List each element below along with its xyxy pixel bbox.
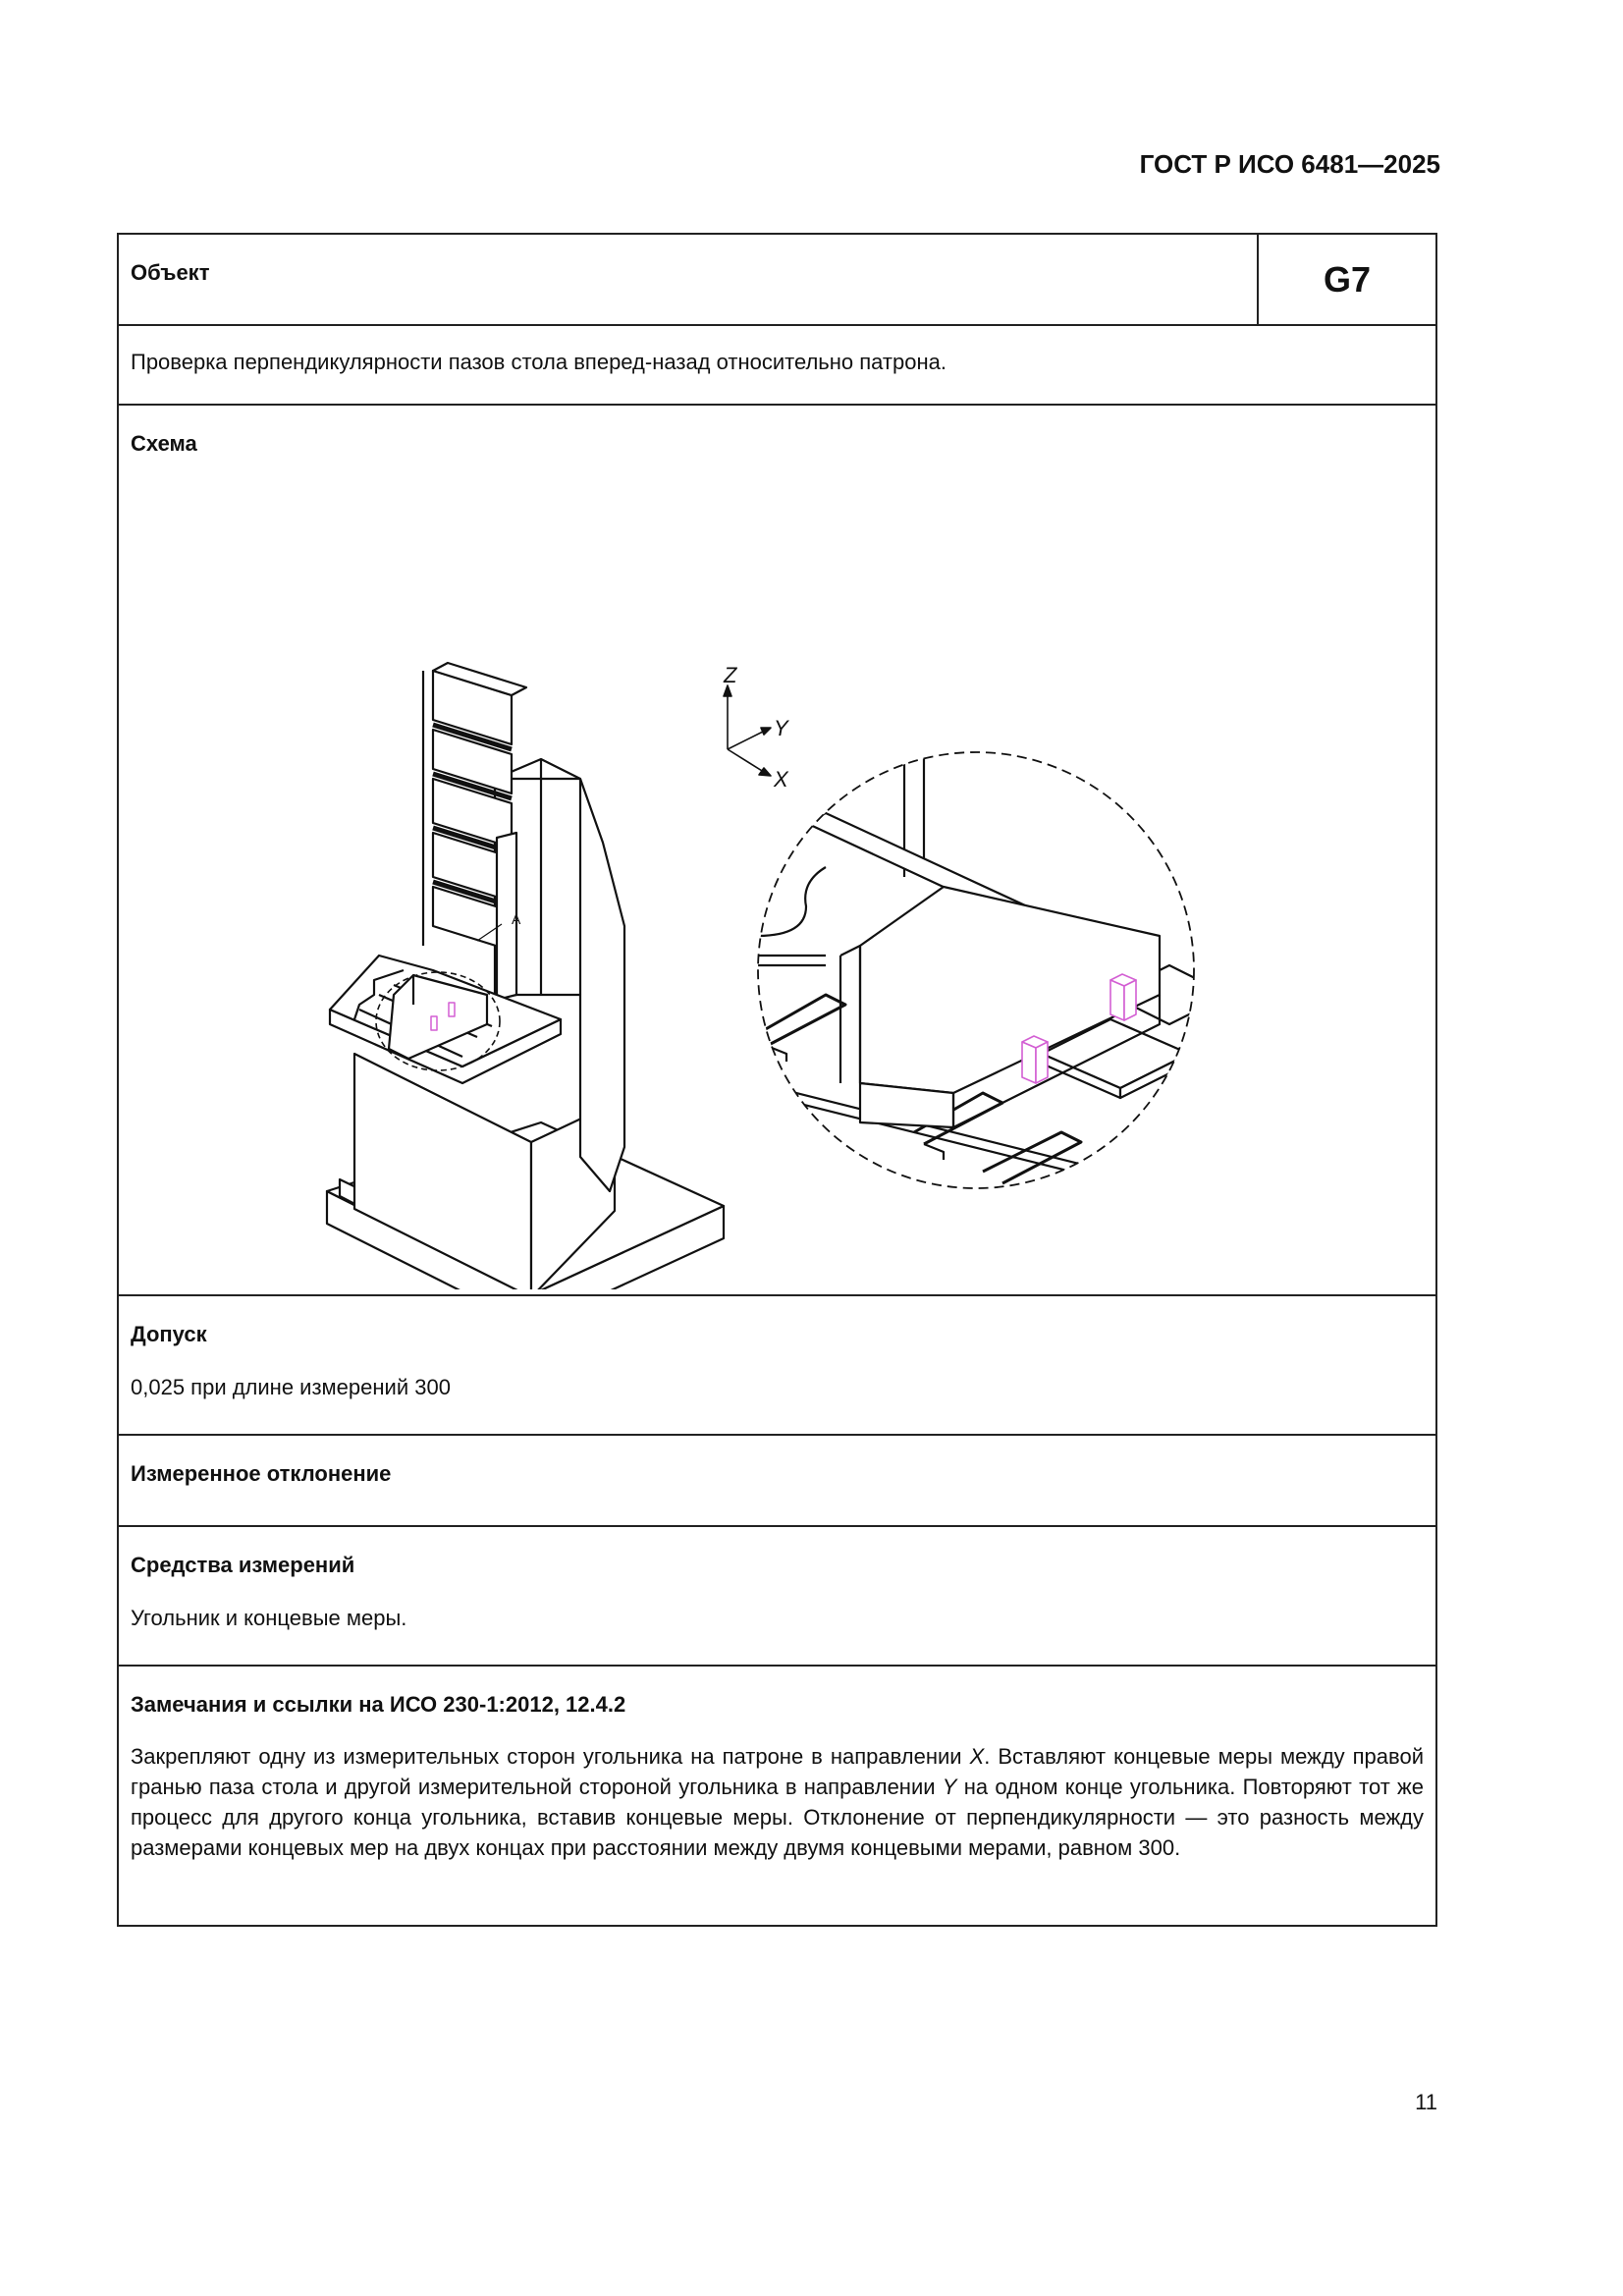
axis-x-label: X bbox=[774, 767, 788, 792]
axis-y-label: Y bbox=[774, 716, 788, 740]
notes-part-3: на одном конце угольника. Повторяют тот же процесс для другого конца угольника, вставив концевые меры. Отклонение от перпендикулярности — это разность между размерами концевых мер на двух концах при расстоянии между двумя концевыми мерами, равном 300. bbox=[131, 1775, 1424, 1860]
detail-mark: A bbox=[512, 911, 521, 927]
means-row bbox=[119, 1527, 1435, 1667]
notes-part-1: Закрепляют одну из измерительных сторон угольника на патроне в направлении bbox=[131, 1744, 970, 1769]
object-row bbox=[119, 235, 1435, 326]
notes-title: Замечания и ссылки на ИСО 230-1:2012, 12.4.2 bbox=[131, 1692, 626, 1717]
tolerance-title: Допуск bbox=[131, 1322, 207, 1346]
scheme-title: Схема bbox=[131, 431, 197, 456]
machine-turret bbox=[423, 663, 526, 1000]
notes-axis-x: X bbox=[969, 1744, 985, 1769]
tolerance-row bbox=[119, 1296, 1435, 1436]
page-number: 11 bbox=[1415, 2090, 1437, 2114]
notes-axis-y: Y bbox=[942, 1775, 957, 1799]
inspection-table bbox=[117, 233, 1437, 1927]
notes-row bbox=[119, 1667, 1435, 1925]
means-title: Средства измерений bbox=[131, 1553, 355, 1577]
measured-deviation-row bbox=[119, 1436, 1435, 1527]
measured-title: Измеренное отклонение bbox=[131, 1461, 392, 1486]
object-label: Объект bbox=[119, 235, 1259, 324]
notes-text bbox=[131, 1741, 1424, 1863]
scheme-row bbox=[119, 406, 1435, 1296]
document-id: ГОСТ Р ИСО 6481—2025 bbox=[1139, 149, 1440, 179]
tolerance-value: 0,025 при длине измерений 300 bbox=[131, 1375, 451, 1399]
scheme-drawing bbox=[119, 445, 1415, 1289]
notes-part-2: . Вставляют концевые меры между правой гранью паза стола и другой измерительной стороной угольника в направлении bbox=[131, 1744, 1424, 1799]
object-code: G7 bbox=[1323, 258, 1372, 300]
means-value: Угольник и концевые меры. bbox=[131, 1606, 407, 1630]
axis-triad bbox=[724, 685, 771, 776]
axis-z-label: Z bbox=[724, 663, 737, 687]
description-row bbox=[119, 326, 1435, 406]
description-text: Проверка перпендикулярности пазов стола вперед-назад относительно патрона. bbox=[131, 350, 947, 374]
